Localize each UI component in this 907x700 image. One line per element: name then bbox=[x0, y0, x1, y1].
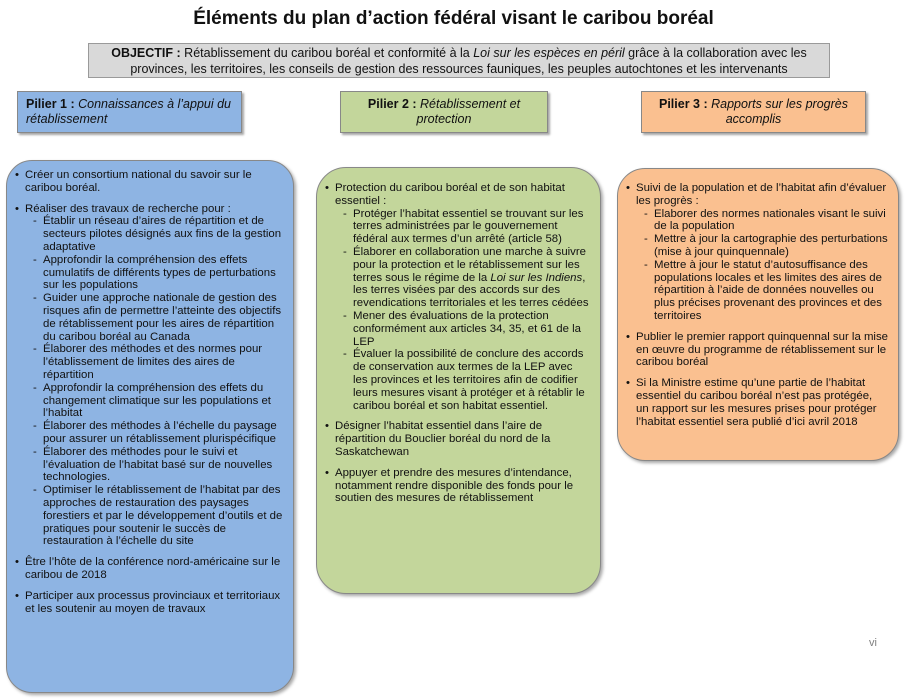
list-item: • Appuyer et prendre des mesures d’intendance, notamment rendre disponible des fonds pour le soutien des mesures de rétablissement bbox=[325, 467, 590, 505]
list-item-text: Suivi de la population et de l’habitat afin d’évaluer les progrès : bbox=[636, 182, 887, 207]
pillar-3-title: Rapports sur les progrès accomplis bbox=[711, 97, 848, 126]
page-title: Éléments du plan d’action fédéral visant le caribou boréal bbox=[193, 8, 714, 29]
objective-law-name: Loi sur les espèces en péril bbox=[473, 46, 625, 60]
objective-text-end: grâce à la collaboration avec les provinces, les territoires, les conseils de gestion des ressources fauniques, les peuples autochtones et les intervenants bbox=[130, 46, 807, 76]
list-item: • Participer aux processus provinciaux et territoriaux et les soutenir au moyen de travaux bbox=[15, 590, 283, 616]
objective-label: OBJECTIF : bbox=[111, 46, 181, 60]
pillar-1-box bbox=[6, 160, 294, 693]
list-item: • Désigner l’habitat essentiel dans l’aire de répartition du Bouclier boréal du nord de la Saskatchewan bbox=[325, 420, 590, 458]
list-item-text: Protection du caribou boréal et de son habitat essentiel : bbox=[335, 182, 565, 207]
pillar-3-label: Pilier 3 : bbox=[659, 97, 708, 111]
pillar-2-label: Pilier 2 : bbox=[367, 97, 417, 111]
sub-list-item: - Elaborer des normes nationales visant le suivi de la population bbox=[644, 208, 888, 234]
sub-list-item bbox=[343, 246, 590, 310]
pillar-3-header bbox=[641, 91, 866, 133]
objective-text: Rétablissement du caribou boréal et conformité à la bbox=[180, 46, 474, 60]
sub-item-text-end: , les terres visées par des accords sur des revendications territoriales et les terres cédées bbox=[353, 271, 589, 310]
sub-list-item: - Établir un réseau d’aires de répartition et de secteurs pilotes désignés aux fins de la gestion adaptative bbox=[33, 215, 283, 253]
list-item: • Créer un consortium national du savoir sur le caribou boréal. bbox=[15, 169, 283, 195]
objective-box bbox=[88, 43, 830, 78]
pillar-2-header bbox=[340, 91, 548, 133]
sub-list-item: - Approfondir la compréhension des effets du changement climatique sur les populations et l’habitat bbox=[33, 382, 283, 420]
sub-list-item: - Mettre à jour la cartographie des perturbations (mise à jour quinquennale) bbox=[644, 233, 888, 259]
sub-list-item: - Guider une approche nationale de gestion des risques afin de permettre l’atteinte des objectifs de rétablissement pour les aires de répartition du caribou boréal au Canada bbox=[33, 292, 283, 343]
sub-list-item: - Élaborer des méthodes à l’échelle du paysage pour assurer un rétablissement plurispécifique bbox=[33, 420, 283, 446]
list-item: • Publier le premier rapport quinquennal sur la mise en œuvre du programme de rétablissement sur le caribou boréal bbox=[626, 331, 888, 369]
sub-list-item: - Mettre à jour le statut d’autosuffisance des populations locales et les limites des aires de répartition à l’aide de données nouvelles ou plus précises provenant des provinces et des territoires bbox=[644, 259, 888, 323]
pillar-1-label: Pilier 1 : bbox=[26, 97, 75, 111]
pillar-2-title: Rétablissement et protection bbox=[416, 97, 521, 126]
pillar-3-box bbox=[617, 168, 899, 461]
list-item bbox=[15, 203, 283, 549]
list-item bbox=[325, 182, 590, 412]
page-number: vi bbox=[869, 637, 877, 649]
list-item: • Si la Ministre estime qu’une partie de l’habitat essentiel du caribou boréal n’est pas protégée, un rapport sur les mesures prises pour protéger l’habitat essentiel sera publié d’ici avril 2018 bbox=[626, 377, 888, 428]
sub-list-item: - Optimiser le rétablissement de l’habitat par des approches de restauration des paysages forestiers et par le développement d’outils et de pratiques pour soutenir le succès de restauration à l’échelle du site bbox=[33, 484, 283, 548]
pillar-1-title: Connaissances à l’appui du rétablissement bbox=[26, 97, 232, 126]
sub-item-text: Élaborer en collaboration une marche à suivre pour la protection et le rétablissement sur les terres sous le régime de la bbox=[353, 245, 587, 284]
sub-list-item: - Approfondir la compréhension des effets cumulatifs de différents types de perturbations sur les populations bbox=[33, 254, 283, 292]
sub-list-item: - Évaluer la possibilité de conclure des accords de conservation aux termes de la LEP avec les provinces et les territoires afin de codifier leurs mesures visant à protéger et à rétablir le caribou boréal et son habitat essentiel. bbox=[343, 348, 590, 412]
law-name: Loi sur les Indiens bbox=[490, 271, 583, 284]
sub-list-item: - Élaborer des méthodes et des normes pour l’établissement de limites des aires de répartition bbox=[33, 343, 283, 381]
sub-list-item: - Élaborer des méthodes pour le suivi et l’évaluation de l’habitat basé sur de nouvelles technologies. bbox=[33, 446, 283, 484]
list-item bbox=[626, 182, 888, 323]
pillar-1-header bbox=[17, 91, 242, 133]
sub-list-item: - Mener des évaluations de la protection conformément aux articles 34, 35, et 61 de la LEP bbox=[343, 310, 590, 348]
pillar-2-box bbox=[316, 167, 601, 594]
list-item: • Être l’hôte de la conférence nord-américaine sur le caribou de 2018 bbox=[15, 556, 283, 582]
list-item-text: Réaliser des travaux de recherche pour : bbox=[25, 202, 231, 215]
sub-list-item: - Protéger l’habitat essentiel se trouvant sur les terres administrées par le gouvernement fédéral aux termes d’un arrêté (article 58) bbox=[343, 208, 590, 246]
